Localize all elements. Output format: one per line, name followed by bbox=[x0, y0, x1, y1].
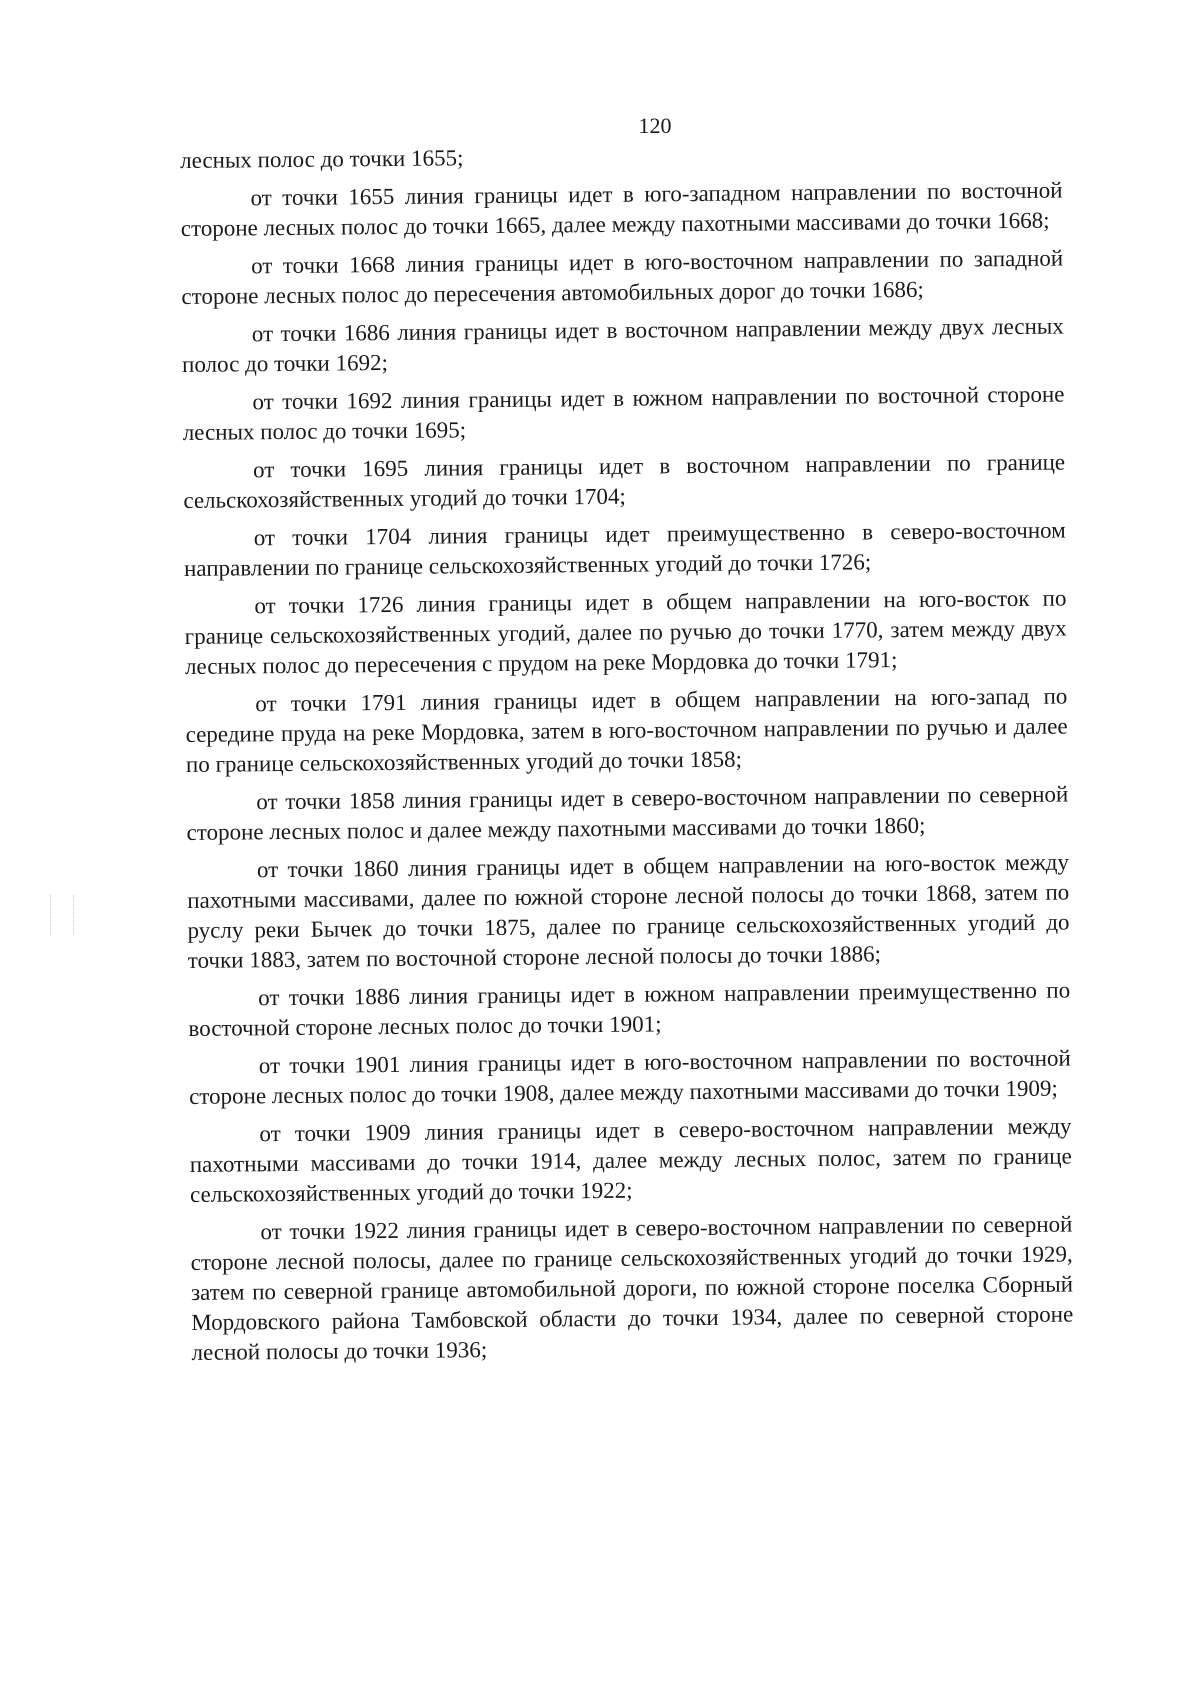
document-body bbox=[180, 138, 1074, 1376]
paragraph: от точки 1692 линия границы идет в южном направлении по восточной стороне лесных полос до точки 1695; bbox=[182, 381, 1065, 445]
paragraph: от точки 1858 линия границы идет в северо-восточном направлении по северной стороне лесных полос и далее между пахотными массивами до точки 1860; bbox=[186, 781, 1069, 845]
paragraph: от точки 1901 линия границы идет в юго-восточном направлении по восточной стороне лесных полос до точки 1908, далее между пахотными массивами до точки 1909; bbox=[189, 1045, 1071, 1109]
paragraph: от точки 1922 линия границы идет в северо-восточном направлении по северной стороне лесной полосы, далее по границе сельскохозяйственных угодий до точки 1929, затем по северной границе автомобильной дороги, по южной стороне поселка Сборный Мордовского района Тамбовской области до точки 1934, далее по северной стороне лесной полосы до точки 1936; bbox=[190, 1211, 1074, 1365]
paragraph: от точки 1726 линия границы идет в общем направлении на юго-восток по границе сельскохозяйственных угодий, далее по ручью до точки 1770, затем между двух лесных полос до пересечения с прудом на реке Мордовка до точки 1791; bbox=[184, 585, 1067, 679]
paragraph: от точки 1686 линия границы идет в восточном направлении между двух лесных полос до точки 1692; bbox=[181, 313, 1064, 377]
paragraph: от точки 1695 линия границы идет в восточном направлении по границе сельскохозяйственных угодий до точки 1704; bbox=[183, 449, 1066, 513]
paragraph: от точки 1909 линия границы идет в северо-восточном направлении между пахотными массивами до точки 1914, далее между лесных полос, затем по границе сельскохозяйственных угодий до точки 1922; bbox=[189, 1113, 1072, 1207]
page-number: 120 bbox=[638, 113, 672, 138]
scan-artifact bbox=[50, 895, 74, 935]
paragraph: от точки 1655 линия границы идет в юго-западном направлении по восточной стороне лесных полос до точки 1665, далее между пахотными массивами до точки 1668; bbox=[180, 177, 1063, 241]
paragraph: от точки 1704 линия границы идет преимущественно в северо-восточном направлении по границе сельскохозяйственных угодий до точки 1726; bbox=[183, 517, 1066, 581]
paragraph: от точки 1791 линия границы идет в общем направлении на юго-запад по середине пруда на реке Мордовка, затем в юго-восточном направлении по ручью и далее по границе сельскохозяйственных угодий до точки 1858; bbox=[185, 683, 1068, 777]
paragraph: лесных полос до точки 1655; bbox=[180, 145, 464, 173]
paragraph: от точки 1860 линия границы идет в общем направлении на юго-восток между пахотными массивами, далее по южной стороне лесной полосы до точки 1868, затем по руслу реки Бычек до точки 1875, далее по границе сельскохозяйственных угодий до точки 1883, затем по восточной стороне лесной полосы до точки 1886; bbox=[187, 849, 1070, 973]
paragraph: от точки 1668 линия границы идет в юго-восточном направлении по западной стороне лесных полос до пересечения автомобильных дорог до точки 1686; bbox=[181, 245, 1064, 309]
paragraph: от точки 1886 линия границы идет в южном направлении преимущественно по восточной стороне лесных полос до точки 1901; bbox=[188, 977, 1071, 1041]
